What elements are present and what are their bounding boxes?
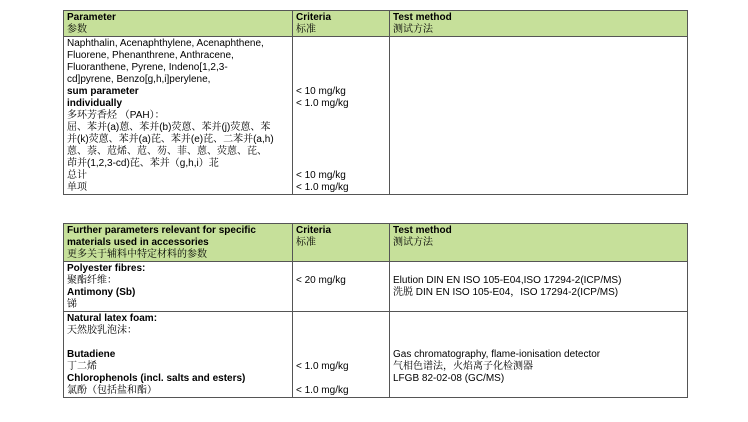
accessories-criteria-table xyxy=(63,223,688,398)
header-criteria xyxy=(293,224,390,262)
pah-sum-label: sum parameter xyxy=(67,86,139,97)
butadiene-cn: 丁二烯 xyxy=(67,361,97,372)
pah-list-line: cd]pyrene, Benzo[g,h,i]perylene, xyxy=(67,74,211,85)
antimony-cn: 锑 xyxy=(67,299,77,310)
chlorophenols-criteria: < 1.0 mg/kg xyxy=(296,385,349,396)
table-row-pah xyxy=(64,37,688,195)
chlorophenols-cn: 氯酚（包括盐和酯） xyxy=(67,385,157,396)
pah-cn-list-line: 茚并(1,2,3-cd)芘、苯并（g,h,i）苝 xyxy=(67,158,219,169)
pah-cn-sum: 总计 xyxy=(67,170,87,181)
header-parameter-en: Parameter xyxy=(67,12,116,23)
gc-method-cn: 气相色谱法，火焰离子化检测器 xyxy=(393,361,533,372)
table-row-latex xyxy=(64,312,688,398)
lfgb-method: LFGB 82-02-08 (GC/MS) xyxy=(393,373,505,384)
pah-cn-individual: 单项 xyxy=(67,182,87,193)
header-criteria-cn: 标准 xyxy=(296,237,316,248)
header-criteria-en: Criteria xyxy=(296,12,332,23)
header-method-en: Test method xyxy=(393,225,452,236)
antimony-criteria: < 20 mg/kg xyxy=(296,275,346,286)
pah-criteria-cell xyxy=(293,37,390,195)
polyester-parameter-cell xyxy=(64,262,293,312)
pah-list-line: Naphthalin, Acenaphthylene, Acenaphthene, xyxy=(67,38,264,49)
header-test-method xyxy=(390,11,688,37)
header-method-en: Test method xyxy=(393,12,452,23)
pah-method-cell xyxy=(390,37,688,195)
polyester-title-en: Polyester fibres: xyxy=(67,263,146,274)
table-header-row xyxy=(64,11,688,37)
polyester-method-cell xyxy=(390,262,688,312)
pah-cn-list-line: 蒽、萘、苊烯、苊、芴、菲、蒽、荧蒽、芘、 xyxy=(67,146,267,157)
header-criteria-en: Criteria xyxy=(296,225,332,236)
latex-title-cn: 天然胶乳泡沫： xyxy=(67,325,137,336)
pah-crit-cn-individual: < 1.0 mg/kg xyxy=(296,182,349,193)
antimony-en: Antimony (Sb) xyxy=(67,287,136,298)
header-criteria-cn: 标准 xyxy=(296,24,316,35)
header-test-method xyxy=(390,224,688,262)
pah-crit-cn-sum: < 10 mg/kg xyxy=(296,170,346,181)
antimony-method-cn: 洗脱 DIN EN ISO 105-E04，ISO 17294-2(ICP/MS) xyxy=(393,287,619,298)
pah-list-line: Fluorene, Phenanthrene, Anthracene, xyxy=(67,50,234,61)
polyester-title-cn: 聚酯纤维： xyxy=(67,275,117,286)
polyester-criteria-cell xyxy=(293,262,390,312)
latex-criteria-cell xyxy=(293,312,390,398)
table-row-polyester xyxy=(64,262,688,312)
header-method-cn: 测试方法 xyxy=(393,24,433,35)
header-parameter-en-1: Further parameters relevant for specific xyxy=(67,225,256,236)
header-parameter xyxy=(64,11,293,37)
pah-cn-title: 多环芳香烃 （PAH）： xyxy=(67,110,165,121)
latex-title-en: Natural latex foam: xyxy=(67,313,158,324)
header-parameter xyxy=(64,224,293,262)
latex-parameter-cell xyxy=(64,312,293,398)
pah-crit-individual: < 1.0 mg/kg xyxy=(296,98,349,109)
header-criteria xyxy=(293,11,390,37)
butadiene-criteria: < 1.0 mg/kg xyxy=(296,361,349,372)
pah-individually-label: individually xyxy=(67,98,123,109)
table-header-row xyxy=(64,224,688,262)
header-parameter-cn: 更多关于辅料中特定材料的参数 xyxy=(67,249,207,260)
pah-parameter-cell xyxy=(64,37,293,195)
chlorophenols-en: Chlorophenols (incl. salts and esters) xyxy=(67,373,246,384)
gc-method-en: Gas chromatography, flame-ionisation detector xyxy=(393,349,601,360)
latex-method-cell xyxy=(390,312,688,398)
antimony-method-en: Elution DIN EN ISO 105-E04,ISO 17294-2(ICP/MS) xyxy=(393,275,622,286)
header-parameter-cn: 参数 xyxy=(67,24,87,35)
pah-cn-list-line: 并(k)荧蒽、苯并(a)芘、苯并(e)芘、二苯并(a,h) xyxy=(67,134,274,145)
header-parameter-en-2: materials used in accessories xyxy=(67,237,209,248)
pah-list-line: Fluoranthene, Pyrene, Indeno[1,2,3- xyxy=(67,62,228,73)
header-method-cn: 测试方法 xyxy=(393,237,433,248)
pah-criteria-table xyxy=(63,10,688,195)
pah-crit-sum: < 10 mg/kg xyxy=(296,86,346,97)
butadiene-en: Butadiene xyxy=(67,349,116,360)
pah-cn-list-line: 屈、苯并(a)蒽、苯并(b)荧蒽、苯并(j)荧蒽、苯 xyxy=(67,122,271,133)
